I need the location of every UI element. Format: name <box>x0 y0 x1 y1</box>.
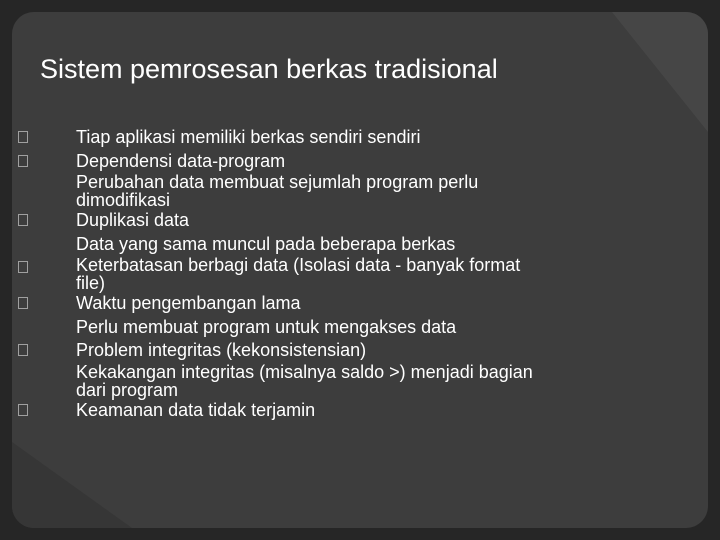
sub-bullet-text: Kekakangan integritas (misalnya saldo >) menjadi bagian <box>76 361 533 382</box>
bullet-box-icon <box>18 155 28 167</box>
bullet-item <box>76 126 636 150</box>
bullet-item <box>76 209 636 233</box>
bullet-text-cont: file) <box>76 273 106 293</box>
sub-bullet-item <box>76 173 636 209</box>
bullet-box-icon <box>18 214 28 226</box>
sub-bullet-item <box>76 233 636 257</box>
bullet-box-icon <box>18 131 28 143</box>
bullet-text: Tiap aplikasi memiliki berkas sendiri sendiri <box>76 127 421 147</box>
slide-title: Sistem pemrosesan berkas tradisional <box>40 54 498 84</box>
sub-bullet-text: Perlu membuat program untuk mengakses data <box>76 316 457 337</box>
bullet-item <box>76 256 636 292</box>
bullet-text: Duplikasi data <box>76 210 190 230</box>
corner-stripe-shape <box>612 12 708 132</box>
bullet-box-icon <box>18 261 28 273</box>
sub-bullet-text: Data yang sama muncul pada beberapa berkas <box>76 233 456 254</box>
content-panel <box>12 12 708 528</box>
bullet-text: Keamanan data tidak terjamin <box>76 399 316 420</box>
bullet-text: Keterbatasan berbagi data (Isolasi data - banyak format <box>76 255 521 275</box>
bullet-list <box>12 126 708 422</box>
sub-bullet-item <box>76 316 636 340</box>
corner-shade-shape <box>12 442 132 528</box>
sub-bullet-text-cont: dimodifikasi <box>76 190 171 210</box>
bullet-text: Problem integritas (kekonsistensian) <box>76 340 367 360</box>
bullet-item <box>76 292 636 316</box>
sub-bullet-item <box>76 363 636 399</box>
bullet-text: Dependensi data-program <box>76 150 286 171</box>
bullet-item <box>76 150 636 174</box>
bullet-item <box>76 399 636 423</box>
bullet-box-icon <box>18 297 28 309</box>
sub-bullet-text-cont: dari program <box>76 379 179 400</box>
bullet-item <box>76 339 636 363</box>
bullet-box-icon <box>18 344 28 356</box>
sub-bullet-text: Perubahan data membuat sejumlah program perlu <box>76 172 479 192</box>
bullet-box-icon <box>18 404 28 416</box>
bullet-text: Waktu pengembangan lama <box>76 293 301 313</box>
